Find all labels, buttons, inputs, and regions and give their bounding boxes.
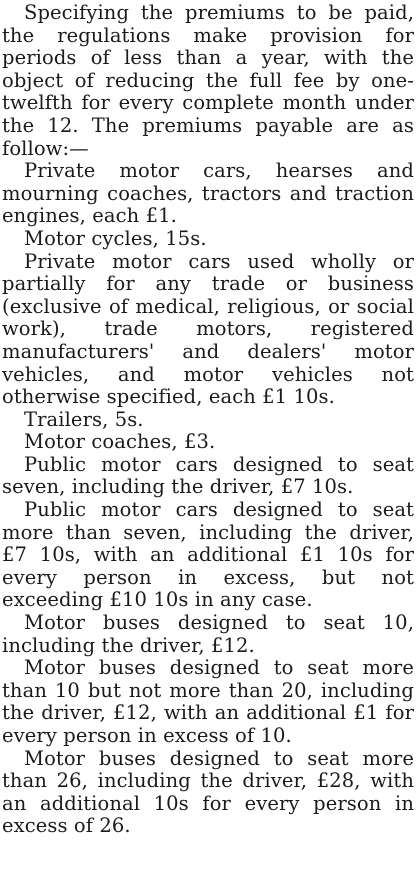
paragraph-public-cars-more-than-seven: Public motor cars designed to seat more than seven, including the driver, £7 10s, with an additional £1 10s for every person in excess, but not exceeding £10 10s in any case. xyxy=(2,498,414,612)
paragraph-private-motor-cars: Private motor cars, hearses and mourning coaches, tractors and traction engines, each £1. xyxy=(2,159,414,228)
paragraph-motor-cycles: Motor cycles, 15s. xyxy=(24,226,207,250)
paragraph-trade-vehicles: Private motor cars used wholly or partially for any trade or business (exclusive of medical, religious, or social work), trade motors, registered manufacturers' and dealers' motor vehicles, and motor vehicles not otherwise specified, each £1 10s. xyxy=(2,249,414,409)
paragraph-motor-coaches: Motor coaches, £3. xyxy=(24,430,216,454)
paragraph-trailers: Trailers, 5s. xyxy=(24,407,144,431)
paragraph-intro: Specifying the premiums to be paid, the regulations make provision for periods of less than a year, with the object of reducing the full fee by one-twelfth for every complete month under the 12. The premiums payable are as follow:— xyxy=(2,1,414,160)
paragraph-buses-ten-to-twenty: Motor buses designed to seat more than 10 but not more than 20, including the driver, £12, with an additional £1 for every person in excess of 10. xyxy=(2,656,414,747)
paragraph-buses-more-than-twenty-six: Motor buses designed to seat more than 26, including the driver, £28, with an additional 10s for every person in excess of 26. xyxy=(2,746,414,838)
paragraph-buses-ten: Motor buses designed to seat 10, including the driver, £12. xyxy=(2,611,414,657)
paragraph-public-cars-seven: Public motor cars designed to seat seven, including the driver, £7 10s. xyxy=(2,452,414,499)
